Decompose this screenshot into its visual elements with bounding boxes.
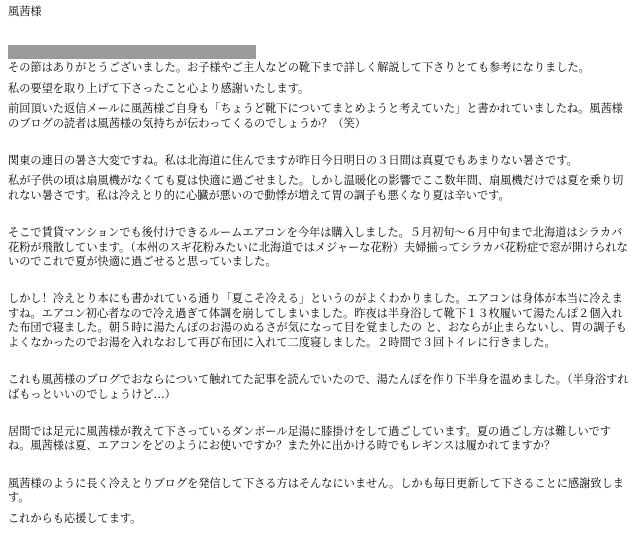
redacted-bar [8, 45, 256, 59]
paragraph-childhood: 私が子供の頃は扇風機がなくても夏は快適に過ごせました。しかし温暖化の影響でここ数年間、扇風機だけでは夏を乗り切れない暑さです。私は冷えとり的に心臓が悪いので動悸が増えて胃の調子も悪くなり夏は辛いです。 [8, 174, 624, 202]
greeting: 風茜様 [8, 5, 42, 18]
paragraph-air-conditioner: そこで賃貸マンションでも後付けできるルームエアコンを今年は購入しました。５月初旬〜６月中旬まで北海道はシラカバ花粉が飛散しています。（本州のスギ花粉みたいに北海道ではメジャーな花粉）夫婦揃ってシラカバ花粉症で窓が開けられないのでこれで夏が快適に過ごせると思っていました。 [8, 226, 628, 269]
paragraph-cold: しかし！冷えとり本にも書かれている通り「夏こそ冷える」というのがよくわかりました。エアコンは身体が本当に冷えますね。エアコン初心者なので冷え過ぎて体調を崩してしまいました。昨夜は半身浴して靴下１３枚履いて湯たんぽ２個入れた布団で寝ました。朝５時に湯たんぽのお湯のぬるさが気になって目を覚ましたの と、おならが止まらないし、胃の調子もよくなかったのでお湯を入れなおして再び布団に入れて二度寝しました。２時間で３回トイレに行きました。 [8, 292, 627, 349]
paragraph-living-room: 居間では足元に風茜様が教えて下さっているダンボール足湯に膝掛けをして過ごしています。夏の過ごし方は難しいですね。風茜様は夏、エアコンをどのようにお使いですか？また外に出かける時でもレギンスは履かれてますか？ [8, 424, 612, 453]
paragraph-blog-article: これも風茜様のブログでおならについて触れてた記事を読んでいたので、湯たんぽを作り下半身を温めました。（半身浴すればもっといいのでしょうけど…） [8, 373, 629, 401]
paragraph-previous-reply: 前回頂いた返信メールに風茜様ご自身も「ちょうど靴下についてまとめようと考えていた」と書かれていましたね。風茜様のブログの読者は風茜様の気持ちが伝わってくるのでしょうか？（笑） [8, 102, 623, 130]
paragraph-appreciation: 風茜様のように長く冷えとりブログを発信して下さる方はそんなにいません。しかも毎日更新して下さることに感謝致します。 [8, 476, 624, 505]
paragraph-heat: 関東の連日の暑さ大変ですね。私は北海道に住んでますが昨日今日明日の３日間は真夏でもあまりない暑さです。 [8, 154, 578, 168]
paragraph-closing: これからも応援してます。 [8, 511, 142, 525]
paragraph-gratitude: 私の要望を取り上げて下さったこと心より感謝いたします。 [8, 81, 310, 95]
paragraph-thanks: その節はありがとうございました。お子様やご主人などの靴下まで詳しく解説して下さりとても参考になりました。 [8, 61, 590, 75]
